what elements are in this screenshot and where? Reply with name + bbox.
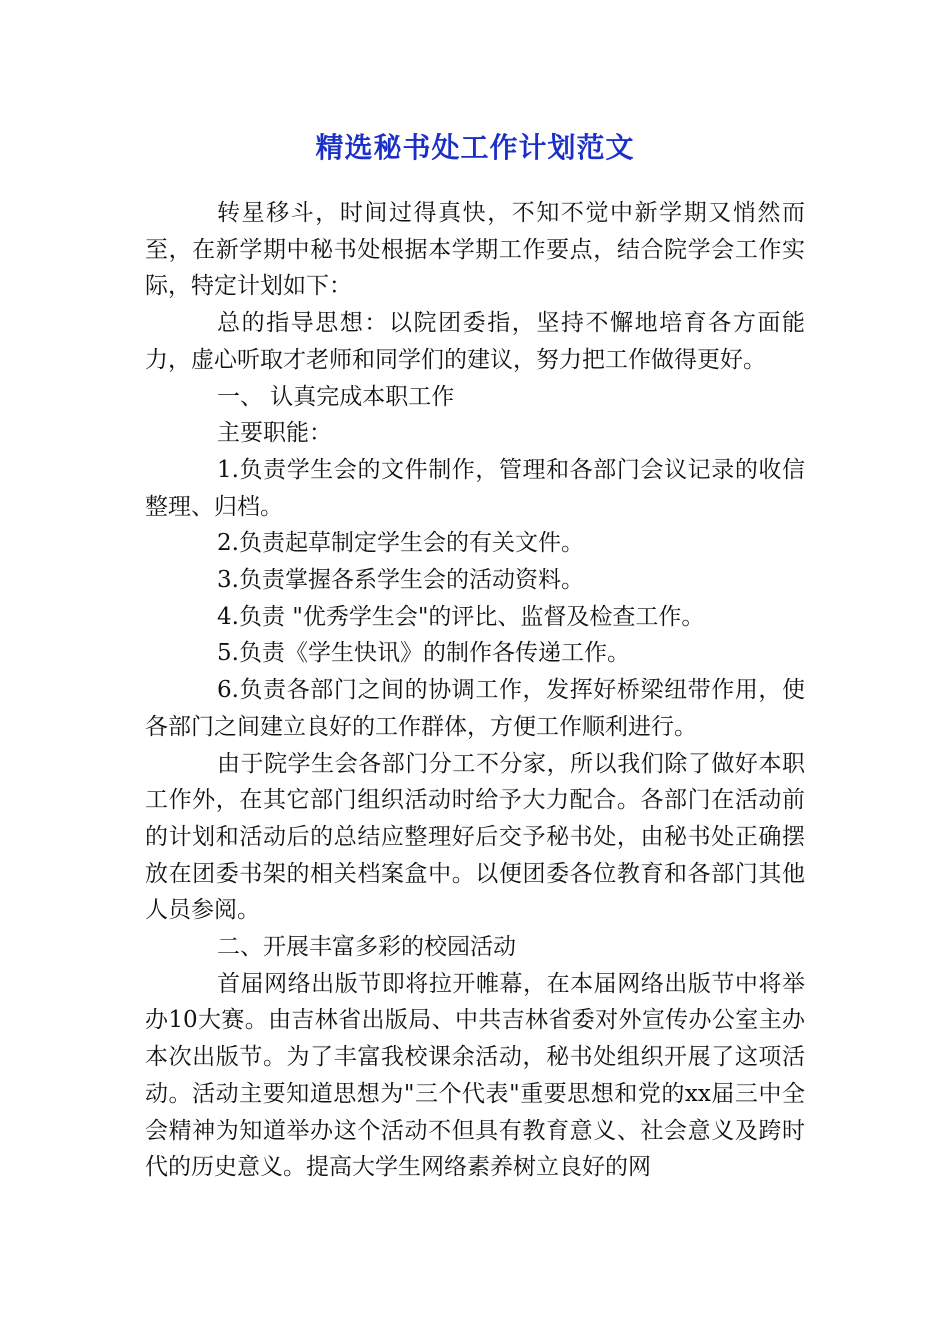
list-item: 1.负责学生会的文件制作，管理和各部门会议记录的收信整理、归档。 [145, 456, 805, 520]
document-title: 精选秘书处工作计划范文 [315, 131, 635, 164]
section-heading-2: 二、开展丰富多彩的校园活动 [217, 934, 516, 961]
list-item: 2.负责起草制定学生会的有关文件。 [217, 530, 584, 557]
section-heading-1: 一、 认真完成本职工作 [217, 383, 455, 410]
paragraph-main-functions: 主要职能： [217, 420, 332, 447]
paragraph-intro: 转星移斗，时间过得真快，不知不觉中新学期又悄然而至，在新学期中秘书处根据本学期工作要点，结合院学会工作实际，特定计划如下： [145, 200, 805, 300]
paragraph-publishing-festival: 首届网络出版节即将拉开帷幕，在本届网络出版节中将举办10大赛。由吉林省出版局、中共吉林省委对外宣传办公室主办本次出版节。为了丰富我校课余活动，秘书处组织开展了这项活动。活动主要知道思想为"三个代表"重要思想和党的xx届三中全会精神为知道举办这个活动不但具有教育意义、社会意义及跨时代的历史意义。提高大学生网络素养树立良好的网 [145, 970, 805, 1181]
list-item: 5.负责《学生快讯》的制作各传递工作。 [217, 640, 630, 667]
paragraph-cooperation: 由于院学生会各部门分工不分家，所以我们除了做好本职工作外，在其它部门组织活动时给予大力配合。各部门在活动前的计划和活动后的总结应整理好后交予秘书处，由秘书处正确摆放在团委书架的相关档案盒中。以便团委各位教育和各部门其他人员参阅。 [145, 750, 805, 924]
list-item: 3.负责掌握各系学生会的活动资料。 [217, 567, 584, 594]
list-item: 4.负责 "优秀学生会"的评比、监督及检查工作。 [217, 603, 705, 630]
document-body [145, 195, 805, 1186]
list-item: 6.负责各部门之间的协调工作，发挥好桥梁纽带作用，使各部门之间建立良好的工作群体，方便工作顺利进行。 [145, 677, 805, 740]
paragraph-guiding-idea: 总的指导思想：以院团委指，坚持不懈地培育各方面能力，虚心听取才老师和同学们的建议，努力把工作做得更好。 [145, 310, 805, 373]
